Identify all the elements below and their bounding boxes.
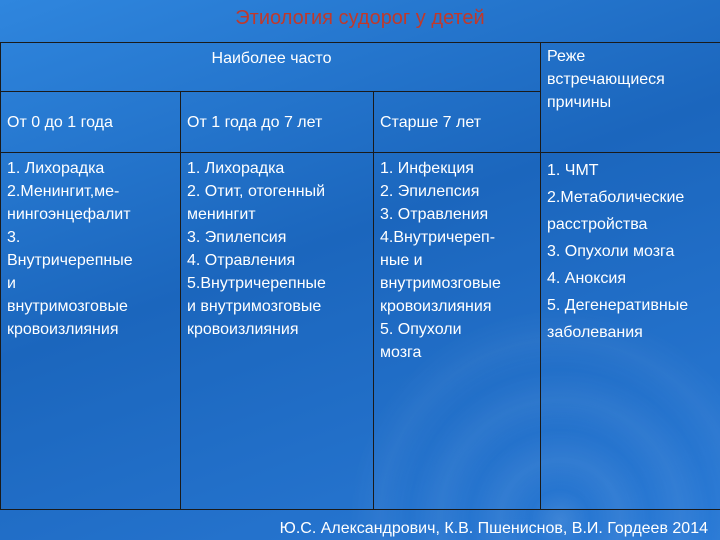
list-item: нингоэнцефалит — [7, 206, 131, 223]
list-item: и внутримозговые — [187, 298, 322, 315]
header-rare-line: причины — [547, 94, 612, 111]
list-item: 4. Аноксия — [547, 270, 626, 287]
header-most-often — [1, 43, 541, 92]
list-item: мозга — [380, 344, 422, 361]
column-header-age-1-7: От 1 года до 7 лет — [181, 92, 374, 153]
list-item: 2.Метаболические — [547, 189, 685, 206]
list-item: кровоизлияния — [7, 321, 119, 338]
list-item: 4. Отравления — [187, 252, 296, 269]
column-header-age-0-1: От 0 до 1 года — [1, 92, 181, 153]
header-most-often-label: Наиболее часто — [211, 50, 332, 67]
list-item: Внутричерепные — [7, 252, 133, 269]
list-item: заболевания — [547, 324, 643, 341]
list-item: 1. Инфекция — [380, 160, 474, 177]
list-item: 3. Отравления — [380, 206, 489, 223]
list-item: менингит — [187, 206, 256, 223]
list-item: 3. — [7, 229, 21, 246]
list-item: 5. Дегенеративные — [547, 297, 689, 314]
slide-title: Этиология судорог у детей — [235, 7, 485, 29]
header-rare-line: Реже — [547, 48, 586, 65]
list-item: 1. Лихорадка — [187, 160, 285, 177]
causes-age-0-1 — [1, 153, 181, 510]
causes-age-1-7 — [181, 153, 374, 510]
list-item: 1. Лихорадка — [7, 160, 105, 177]
list-item: 5. Опухоли — [380, 321, 462, 338]
list-item: 5.Внутричерепные — [187, 275, 326, 292]
list-item: 2. Отит, отогенный — [187, 183, 326, 200]
list-item: ные и — [380, 252, 423, 269]
list-item: внутримозговые — [380, 275, 501, 292]
header-rare-causes — [541, 43, 720, 153]
list-item: 2. Эпилепсия — [380, 183, 480, 200]
list-item: 3. Опухоли мозга — [547, 243, 675, 260]
list-item: расстройства — [547, 216, 648, 233]
list-item: 2.Менингит,ме- — [7, 183, 120, 200]
causes-age-over-7 — [374, 153, 541, 510]
rare-causes — [541, 153, 720, 510]
list-item: кровоизлияния — [187, 321, 299, 338]
list-item: 4.Внутричереп- — [380, 229, 496, 246]
list-item: 3. Эпилепсия — [187, 229, 287, 246]
slide-footer-authors: Ю.С. Александрович, К.В. Пшениснов, В.И. Гордеев 2014 — [279, 520, 708, 537]
column-header-age-over-7: Старше 7 лет — [374, 92, 541, 153]
etiology-table — [0, 42, 720, 510]
list-item: внутримозговые — [7, 298, 128, 315]
list-item: кровоизлияния — [380, 298, 492, 315]
header-rare-line: встречающиеся — [547, 71, 665, 88]
list-item: и — [7, 275, 16, 292]
list-item: 1. ЧМТ — [547, 162, 599, 179]
